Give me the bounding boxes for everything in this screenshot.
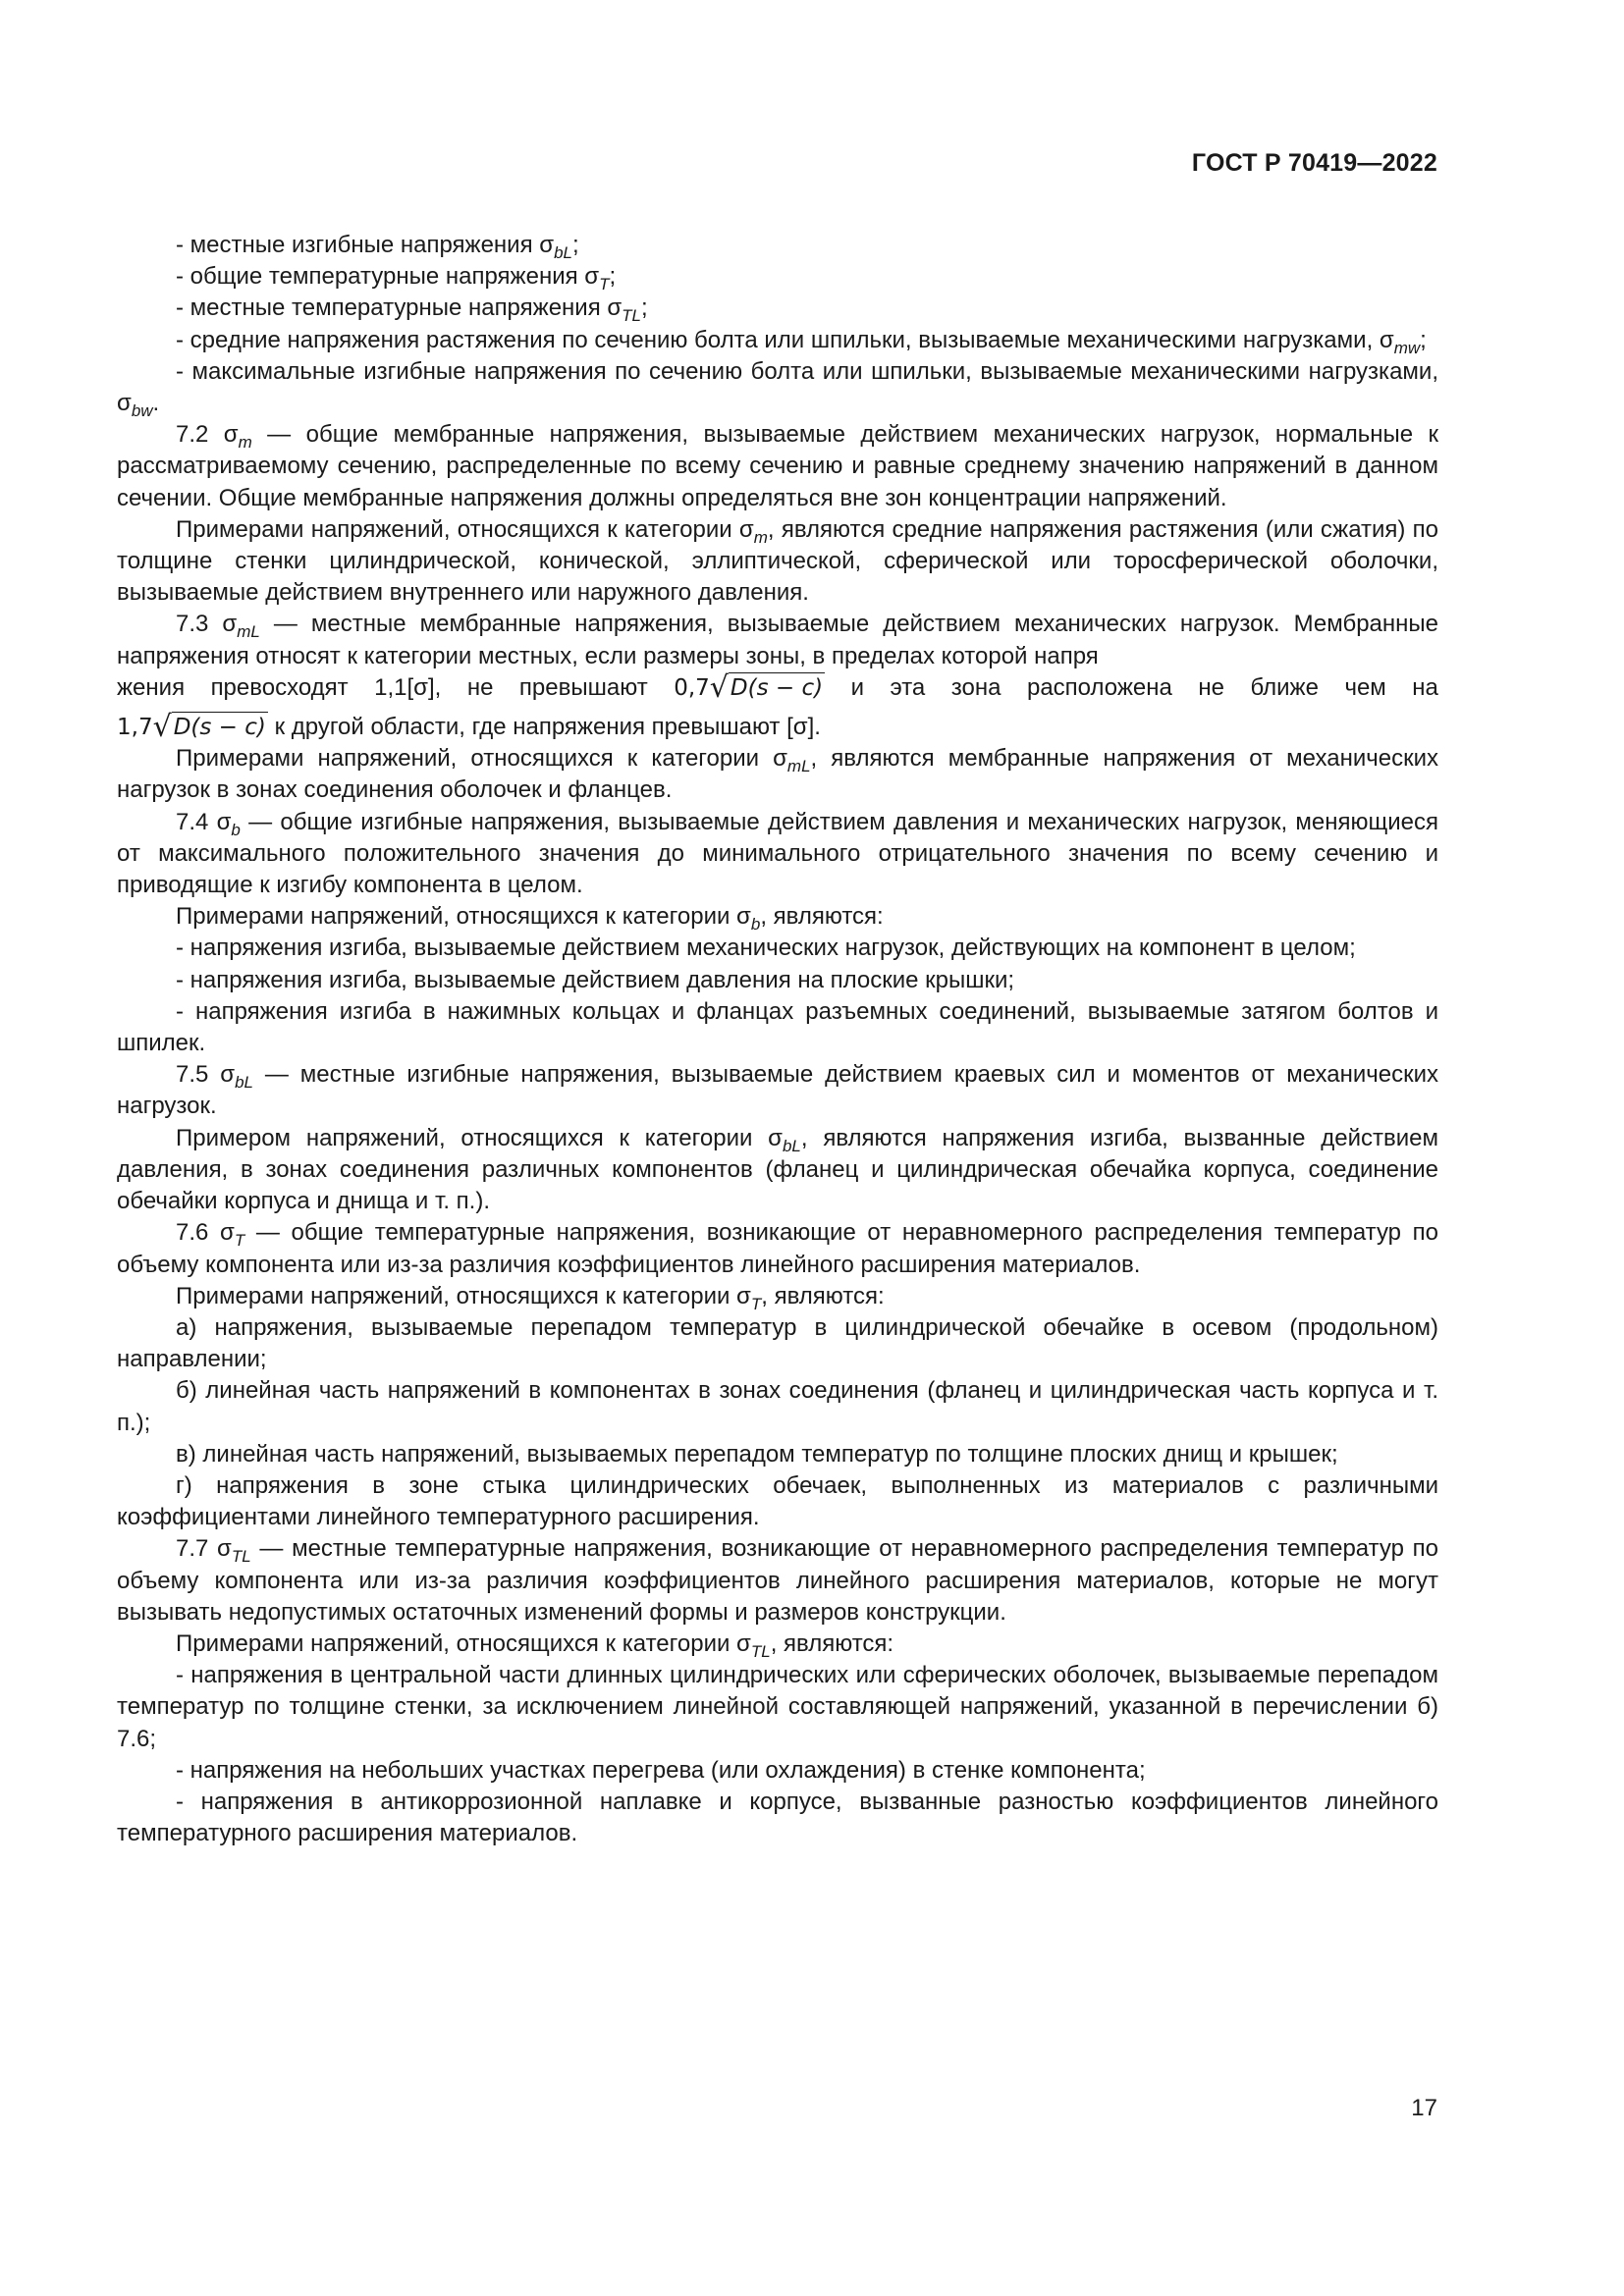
document-header: ГОСТ Р 70419—2022 [1191, 149, 1437, 177]
list-item: в) линейная часть напряжений, вызываемых перепадом температур по толщине плоских днищ и крышек; [176, 1440, 1338, 1468]
example-7-2: Примерами напряжений, относящихся к категории $\sigma_m$, являются средние напряжения растяжения (или сжатия) по толщине стенки цилиндрической, конической, эллиптической, сферической или торосферической оболочки, вызываемые действием внутреннего или наружного давления. [117, 515, 1438, 607]
list-item: - напряжения на небольших участках перегрева (или охлаждения) в стенке компонента; [176, 1756, 1146, 1784]
section-7-2: 7.2 $\sigma_m$ — общие мембранные напряжения, вызываемые действием механических нагрузок, нормальные к рассматриваемому сечению, распределенные по всему сечению и равные среднему значению напряжений в данном сечении. Общие мембранные напряжения должны определяться вне зон концентрации напряжений. [117, 421, 1438, 511]
formula-sqrt-2: 1,7√D(s − c) [117, 710, 266, 745]
section-7-4: 7.4 $\sigma_b$ — общие изгибные напряжения, вызываемые действием давления и механических нагрузок, меняющиеся от максимального положительного значения до минимального отрицательного значения по всему сечению и приводящие к изгибу компонента в целом. [117, 808, 1438, 899]
example-7-4: Примерами напряжений, относящихся к категории $\sigma_b$, являются: [176, 903, 884, 934]
section-7-3-formula-line-2: 1,7√D(s − c) к другой области, где напряжения превышают [σ]. [117, 710, 821, 745]
example-7-6: Примерами напряжений, относящихся к категории $\sigma_T$, являются: [176, 1282, 885, 1313]
list-item: - местные изгибные напряжения $\sigma_{bL}$; [176, 232, 579, 262]
section-7-5: 7.5 $\sigma_{bL}$ — местные изгибные напряжения, вызываемые действием краевых сил и моментов от механических нагрузок. [117, 1061, 1439, 1120]
list-item: - напряжения изгиба в нажимных кольцах и фланцах разъемных соединений, вызываемые затягом болтов и шпилек. [117, 997, 1438, 1057]
example-7-7: Примерами напряжений, относящихся к категории $\sigma_{TL}$, являются: [176, 1629, 894, 1661]
list-item: г) напряжения в зоне стыка цилиндрических обечаек, выполненных из материалов с различными коэффициентами линейного температурного расширения. [117, 1471, 1438, 1531]
list-item: - напряжения в центральной части длинных цилиндрических или сферических оболочек, вызываемые перепадом температур по толщине стенки, за исключением линейной составляющей напряжений, указанной в перечислении б) 7.6; [117, 1662, 1438, 1752]
list-item: б) линейная часть напряжений в компонентах в зонах соединения (фланец и цилиндрическая часть корпуса и т. п.); [117, 1377, 1438, 1436]
page-number: 17 [1411, 2095, 1437, 2121]
section-7-3: 7.3 $\sigma_{mL}$ — местные мембранные напряжения, вызываемые действием механических нагрузок. Мембранные напряжения относят к категории местных, если размеры зоны, в пределах которой напря [117, 611, 1439, 669]
list-item: - общие температурные напряжения $\sigma_T$; [176, 263, 617, 294]
example-7-3: Примерами напряжений, относящихся к категории $\sigma_{mL}$, являются мембранные напряжения от механических нагрузок в зонах соединения оболочек и фланцев. [117, 745, 1438, 804]
list-item: - напряжения изгиба, вызываемые действием давления на плоские крышки; [176, 966, 1015, 993]
example-7-5: Примером напряжений, относящихся к категории $\sigma_{bL}$, являются напряжения изгиба, вызванные действием давления, в зонах соединения различных компонентов (фланец и цилиндрическая обечайка корпуса, соединение обечайки корпуса и днища и т. п.). [117, 1124, 1438, 1215]
section-7-6: 7.6 $\sigma_T$ — общие температурные напряжения, возникающие от неравномерного распределения температур по объему компонента или из-за различия коэффициентов линейного расширения материалов. [117, 1219, 1439, 1278]
formula-sqrt-1: 0,7√D(s − c) [674, 669, 824, 705]
list-item: - напряжения в антикоррозионной наплавке и корпусе, вызванные разностью коэффициентов линейного температурного расширения материалов. [117, 1788, 1438, 1847]
list-item: - напряжения изгиба, вызываемые действием механических нагрузок, действующих на компонент в целом; [176, 934, 1356, 962]
list-item: - средние напряжения растяжения по сечению болта или шпильки, вызываемые механическими нагрузками, $\sigma_{mw}$; [176, 326, 1427, 357]
list-item: а) напряжения, вызываемые перепадом температур в цилиндрической обечайке в осевом (продольном) направлении; [117, 1313, 1438, 1373]
document-body [117, 230, 1438, 1849]
section-7-3-formula-line: жения превосходят 1,1[σ], не превышают 0,7√D(s − c) и эта зона расположена не ближе чем на [117, 669, 1438, 705]
list-item: - местные температурные напряжения $\sigma_{TL}$; [176, 294, 648, 326]
section-7-7: 7.7 $\sigma_{TL}$ — местные температурные напряжения, возникающие от неравномерного распределения температур по объему компонента или из-за различия коэффициентов линейного расширения материалов, которые не могут вызывать недопустимых остаточных изменений формы и размеров конструкции. [117, 1535, 1438, 1626]
list-item: - максимальные изгибные напряжения по сечению болта или шпильки, вызываемые механическими нагрузками, $\sigma_{bw}$. [117, 357, 1438, 421]
